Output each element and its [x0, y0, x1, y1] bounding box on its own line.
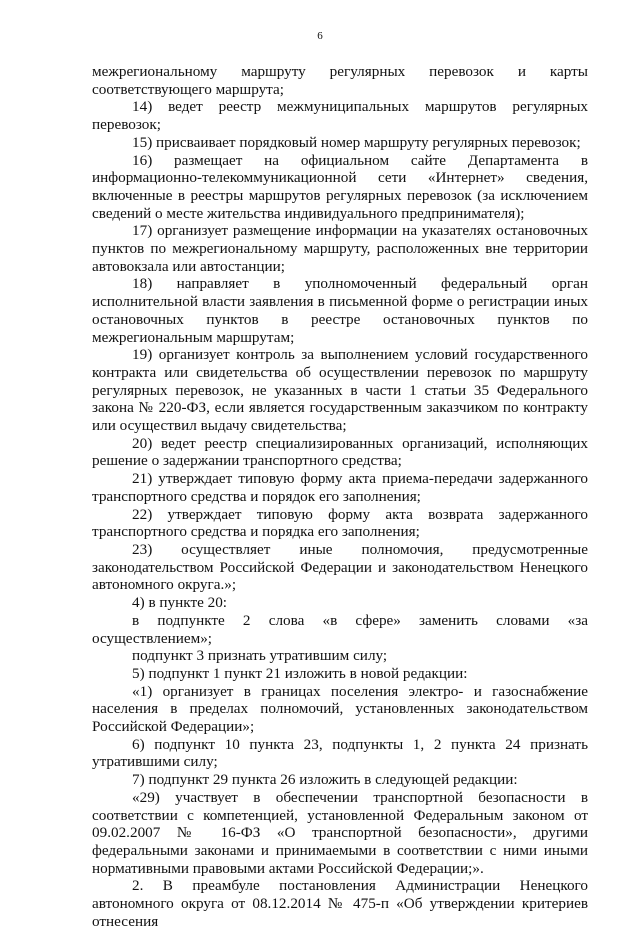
paragraph-continuation: межрегиональному маршруту регулярных перевозок и карты соответствующего маршрута;	[92, 63, 588, 98]
paragraph-amend-5: 5) подпункт 1 пункт 21 изложить в новой редакции:	[132, 664, 468, 682]
paragraph-amend-7: 7) подпункт 29 пункта 26 изложить в следующей редакции:	[132, 771, 518, 789]
paragraph-amend-5-text: «1) организует в границах поселения электро- и газоснабжение населения в пределах полномочий, установленных законодательством Российской Федерации»;	[92, 682, 588, 736]
paragraph-item-14: 14) ведет реестр межмуниципальных маршрутов регулярных перевозок;	[92, 98, 588, 134]
document-body	[92, 63, 588, 930]
paragraph-item-20: 20) ведет реестр специализированных организаций, исполняющих решение о задержании транспортного средства;	[92, 434, 588, 470]
page-number: 6	[317, 30, 323, 42]
paragraph-section-2: 2. В преамбуле постановления Администрации Ненецкого автономного округа от 08.12.2014 № 475-п «Об утверждении критериев отнесения	[92, 877, 588, 930]
paragraph-amend-7-text: «29) участвует в обеспечении транспортной безопасности в соответствии с компетенцией, установленной Федеральным законом от 09.02.2007 № 16-ФЗ «О транспортной безопасности», другими федеральными законами и принимаемыми в соответствии с ними иными нормативными правовыми актами Российской Федерации;».	[92, 788, 588, 877]
paragraph-item-18: 18) направляет в уполномоченный федеральный орган исполнительной власти заявления в письменной форме о регистрации иных остановочных пунктов в реестре остановочных пунктов по межрегиональным маршрутам;	[92, 275, 588, 346]
paragraph-item-15: 15) присваивает порядковый номер маршруту регулярных перевозок;	[132, 133, 581, 151]
paragraph-item-22: 22) утверждает типовую форму акта возврата задержанного транспортного средства и порядка его заполнения;	[92, 505, 588, 541]
paragraph-item-16: 16) размещает на официальном сайте Департамента в информационно-телекоммуникационной сети «Интернет» сведения, включенные в реестры маршрутов регулярных перевозок (за исключением сведений о месте жительства индивидуального предпринимателя);	[92, 151, 588, 222]
paragraph-amend-4-sub3: подпункт 3 признать утратившим силу;	[132, 647, 388, 665]
paragraph-amend-6: 6) подпункт 10 пункта 23, подпункты 1, 2 пункта 24 признать утратившими силу;	[92, 735, 588, 771]
paragraph-item-23: 23) осуществляет иные полномочия, предусмотренные законодательством Российской Федерации и законодательством Ненецкого автономного округа.»;	[92, 540, 588, 594]
paragraph-amend-4: 4) в пункте 20:	[132, 594, 228, 612]
paragraph-item-21: 21) утверждает типовую форму акта приема-передачи задержанного транспортного средства и порядок его заполнения;	[92, 470, 588, 505]
paragraph-amend-4-sub2: в подпункте 2 слова «в сфере» заменить словами «за осуществлением»;	[92, 611, 588, 647]
paragraph-item-17: 17) организует размещение информации на указателях остановочных пунктов по межрегиональному маршруту, расположенных вне территории автовокзала или автостанции;	[92, 222, 588, 275]
paragraph-item-19: 19) организует контроль за выполнением условий государственного контракта или свидетельства об осуществлении перевозок по маршруту регулярных перевозок, не указанных в части 1 статьи 35 Федерального закона № 220-ФЗ, если является государственным заказчиком по контракту или осуществил выдачу свидетельства;	[92, 346, 588, 435]
